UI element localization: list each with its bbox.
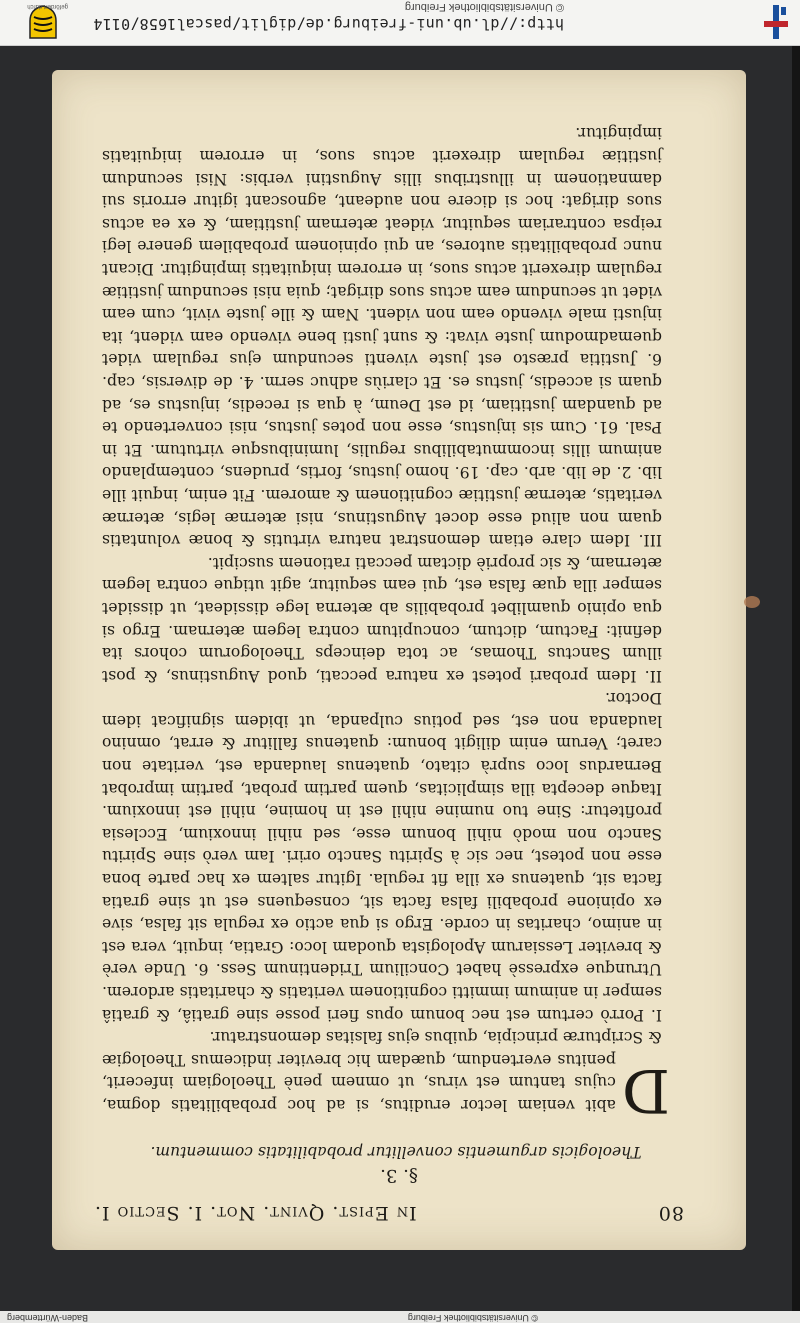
running-title: In Epist. Qvint. Not. I. Sectio I. bbox=[94, 1202, 417, 1224]
viewer-footer-strip bbox=[0, 1311, 800, 1323]
paper-stain bbox=[744, 596, 760, 608]
book-page bbox=[52, 70, 746, 1250]
copyright-notice: © Universitätsbibliothek Freiburg bbox=[404, 1, 564, 13]
page-body-text bbox=[102, 122, 670, 1125]
baden-wuerttemberg-seal-icon bbox=[26, 5, 60, 41]
section-subtitle: Theologicis argumentis convellitur probabilitatis commentum. bbox=[150, 1143, 642, 1161]
viewer-header bbox=[0, 0, 800, 46]
footer-funder-region: Baden-Württemberg bbox=[6, 1313, 88, 1323]
drop-cap-initial: D bbox=[621, 1055, 670, 1125]
section-heading: §. 3. bbox=[380, 1165, 418, 1186]
paragraph-1: I. Porrò certum est nec bonum opus fieri posse sine gratiâ, & gratiâ semper in animum immitti cognitionem veritatis & charitatis ardorem. Utrunque expressè habet Concilium Tridentinum Sess. 6. Unde verè & breviter Lessiarum Apologista quodam loco: Gratia, inquit, vera est in animo, charitas in corde. Ergo si qua actio ex regula sit falsa, sive ex opinione probabili falsa facta sit, consequens est ut sine gratia facta sit, quatenus ex illa fit regula. Igitur saltem ex hac parte bona esse non potest, nec sic à Spiritu Sancto oriri. Iam verò sine Spiritu Sancto non modò nihil bonum esse, sed nihil innoxium, Ecclesia profitetur: Sine tuo numine nihil est in homine, nihil est innoxium. Itaque decepta illa simplicitas, quem partim probat, partim improbat Bernardus loco suprà citato, quatenus laudanda est, veritate non caret; Verum enim diligit bonum: quatenus fallitur & errat, omnino laudanda non est, sed potius culpanda, ut ibidem significat idem Doctor. bbox=[102, 689, 662, 1024]
paragraph-intro: D abit veniam lector eruditus, si ad hoc probabilitatis dogma, cujus tantum est virus, ut omnem penè Theologiam infecerit, penitus evertendum, quædam hic breviter indicemus Theologiæ & Scripturæ principia, quibus ejus falsitas demonstratur. bbox=[102, 1028, 670, 1125]
paragraph-3: III. Idem clare etiam demonstrat natura virtutis & bonæ voluntatis quam non aliud esse docet Augustinus, nisi æternæ legis, æternæ veritatis, æternæ justitiæ cognitionem & amorem. Fit enim, inquit ille lib. 2. de lib. arb. cap. 19. homo justus, fortis, prudens, contemplando animum illis incommutabilibus regulis, luminibusque virtutum. Et in Psal. 61. Cum sis injustus, esse non potes justus, nisi convertendo te ad quandam justitiam, id est Deum, à qua si recedis, injustus es, ad quam si accedis, justus es. Et clariùs adhuc serm. 4. de diversis, cap. 6. Justitia præsto est juste viventi secundum ejus regulam videt quemadmodum juste vivat: & sunt justi bene vivendo eam vident, ita injusti male vivendo eam non vident. Nam & ille juste vivit, cum eam videt ut secundum eam actus suos dirigat; quia nisi secundum justitiæ regulam direxerit actus suos, in errorem iniquitatis impingitur. Dicant nunc probabilitatis autores, an qui opinionem probabilem genere legi reipsa contrariam sequitur, videat æternam justitiam, & ex ea actus suos dirigat: hoc si dicere non audeant, agnoscant igitur erroris sui damnationem in illustribus illis Augustini verbis: Nisi secundum justitiæ regulam direxerit actus suos, in errorem iniquitatis impingitur. bbox=[102, 124, 662, 550]
paragraph-2: II. Idem probari potest ex natura peccati, quod Augustinus, & post illum Sanctus Thomas, ac tota deinceps Theologorum cohors ita definit: Factum, dictum, concupitum contra legem æternam. Ergo si qua opinio quamlibet probabilis ab æterna lege dissideat, ut dissidet semper illa quæ falsa est, qui eam sequitur, agit utique contra legem æternam, & sic propriè dictam peccati rationem suscipit. bbox=[102, 553, 662, 685]
page-number: 80 bbox=[657, 1202, 684, 1224]
footer-copyright: © Universitätsbibliothek Freiburg bbox=[407, 1313, 538, 1323]
page-header bbox=[94, 1198, 684, 1224]
ub-freiburg-logo-icon[interactable] bbox=[762, 3, 790, 41]
scan-edge-shadow bbox=[792, 46, 800, 1311]
funder-label: gefördert durch bbox=[27, 3, 68, 9]
page-url[interactable]: http://dl.ub.uni-freiburg.de/diglit/pascal1658/0114 bbox=[93, 15, 564, 33]
